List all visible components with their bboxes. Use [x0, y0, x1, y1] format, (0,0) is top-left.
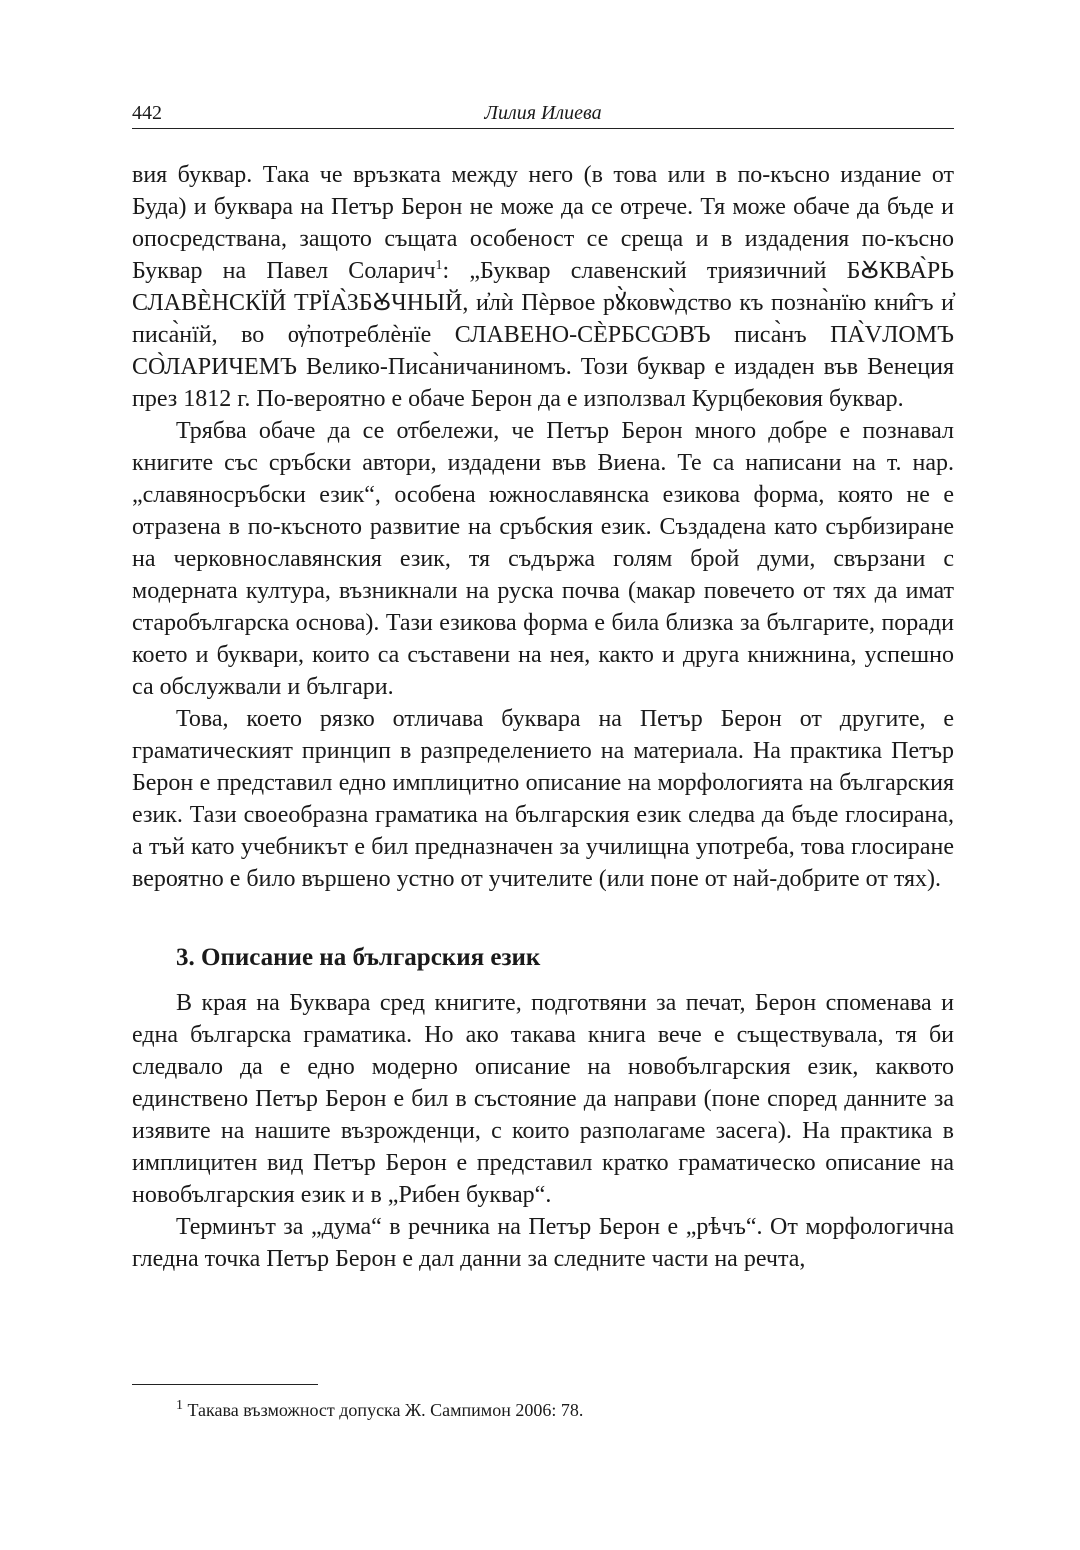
paragraph-3: Това, което рязко отличава буквара на Петър Берон от другите, е граматическият принцип в разпределението на материала. На практика Петър Берон е представил едно имплицитно описание на морфологията на българския език. Тази своеобразна граматика на българския език следва да бъде глосирана, а тъй като учебникът е бил предназначен за училищна употреба, това глосиране вероятно е било вършено устно от учителите (или поне от най-добрите от тях). [132, 706, 954, 892]
paragraph-1-text-b: : „Буквар славенский триязичний БꙊКВА̀РЬ СЛАВЀНСКЇЙ ТРЇА̀ЗБꙊЧНЫЙ, и҆лѝ Пѐрвое рꙋ̀ковѡ̀дство къ позна̀нїю кни̂гъ и҆ писа̀нїй, во ѹ҆потреблѐнїе СЛАВЕНО-СЀРБСѠВЪ писа̀нъ ПА̀VЛОМЪ СО̀ЛАРИЧЕМЪ Велико-Писа̀ничаниномъ. Този буквар е издаден във Венеция през 1812 г. По-вероятно е обаче Берон да е използвал Курцбековия буквар. [132, 258, 954, 412]
running-head-author: Лилия Илиева [484, 102, 602, 124]
footnote-reference[interactable]: 1 [435, 258, 443, 273]
footnote-text: Такава възможност допуска Ж. Сампимон 2006: 78. [183, 1400, 584, 1420]
page-number: 442 [132, 102, 162, 124]
footnote-number: 1 [176, 1398, 183, 1413]
page [132, 98, 954, 1275]
paragraph-2: Трябва обаче да се отбележи, че Петър Берон много добре е познавал книгите със сръбски автори, издадени във Виена. Те са написани на т. нар. „славяносръбски език“, особена южнославянска езикова форма, която не е отразена в по-късното развитие на сръбския език. Създадена като сърбизиране на черковнославянския език, тя съдържа голям брой думи, свързани с модерната култура, възникнали на руска почва (макар повечето от тях да имат старобългарска основа). Тази езикова форма е била близка за българите, поради което и буквари, които са съставени на нея, както и друга книжнина, успешно са обслужвали и българи. [132, 418, 954, 700]
paragraph-1 [132, 159, 954, 415]
running-head [132, 98, 954, 129]
section-heading: 3. Описание на българския език [176, 944, 541, 971]
footnote-divider [132, 1384, 318, 1385]
paragraph-1-text-a: вия буквар. Така че връзката между него (в това или в по-късно издание от Буда) и буквара на Петър Берон не може да се отрече. Тя може обаче да бъде и опосредствана, защото същата особеност се среща и в издадения по-късно Буквар на Павел Соларич [132, 162, 954, 284]
paragraph-4: В края на Буквара сред книгите, подготвяни за печат, Берон споменава и една българска граматика. Но ако такава книга вече е съществувала, тя би следвало да е едно модерно описание на новобългарския език, каквото единствено Петър Берон е бил в състояние да направи (поне според данните за изявите на нашите възрожденци, с които разполагаме засега). На практика в имплицитен вид Петър Берон е представил кратко граматическо описание на новобългарския език и в „Рибен буквар“. [132, 990, 954, 1208]
paragraph-5: Терминът за „дума“ в речника на Петър Берон е „рѣчъ“. От морфологична гледна точка Петър Берон е дал данни за следните части на речта, [132, 1214, 954, 1272]
footnote [176, 1398, 583, 1422]
body-text [132, 159, 954, 1275]
